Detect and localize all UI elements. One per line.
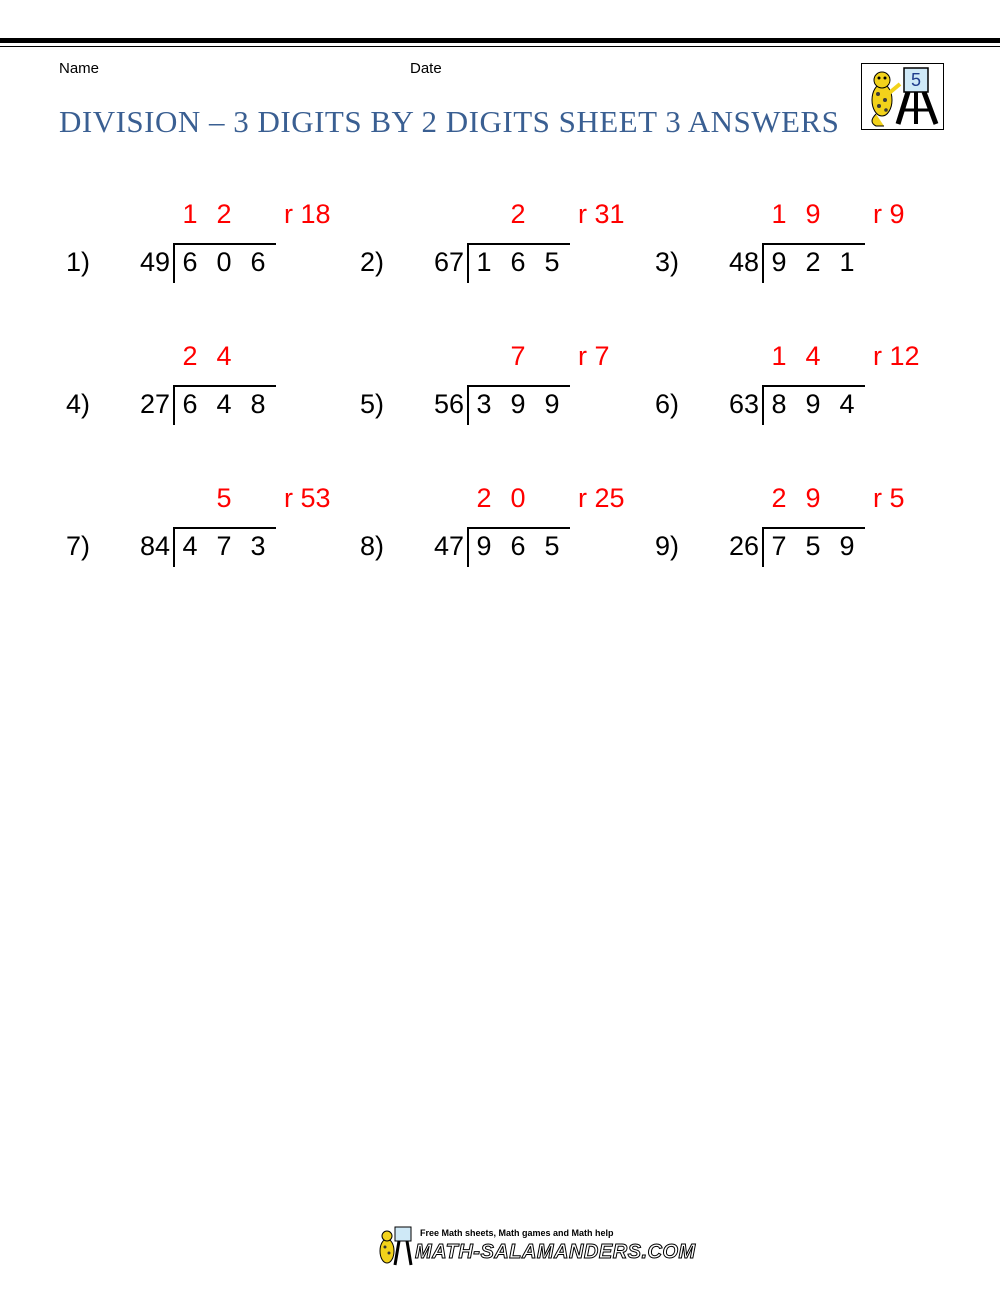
quotient-digit: 2 [510,199,526,229]
quotient-digit: 1 [182,199,198,229]
remainder: r 9 [873,199,905,229]
dividend-digit: 6 [182,389,198,419]
divisor: 49 [139,247,170,277]
footer-salamander-icon [375,1225,415,1270]
dividend-digit: 1 [839,247,855,277]
dividend-digit: 7 [216,531,232,561]
remainder: r 18 [284,199,331,229]
dividend-digit: 2 [805,247,821,277]
dividend-digit: 1 [476,247,492,277]
dividend-digit: 9 [771,247,787,277]
division-bracket [762,245,764,283]
problem-2 [360,197,660,297]
footer-logo [375,1225,696,1270]
dividend-digit: 7 [771,531,787,561]
quotient-digit: 2 [771,483,787,513]
dividend-digit: 9 [544,389,560,419]
dividend-digit: 5 [805,531,821,561]
problem-number: 3) [655,247,680,277]
dividend-digit: 8 [771,389,787,419]
divisor: 27 [139,389,170,419]
quotient-digit: 2 [216,199,232,229]
dividend-digit: 6 [510,531,526,561]
problem-9 [655,481,955,581]
problem-3 [655,197,955,297]
problem-8 [360,481,660,581]
dividend-digit: 9 [476,531,492,561]
remainder: r 53 [284,483,331,513]
dividend-digit: 3 [476,389,492,419]
problem-6 [655,339,955,439]
division-bracket [467,387,469,425]
dividend-digit: 4 [839,389,855,419]
quotient-digit: 0 [510,483,526,513]
problem-7 [66,481,366,581]
quotient-digit: 1 [771,199,787,229]
problem-1 [66,197,366,297]
dividend-digit: 9 [839,531,855,561]
problem-number: 4) [66,389,91,419]
date-label: Date [410,60,442,77]
problem-number: 9) [655,531,680,561]
header-rule-thick [0,38,1000,43]
divisor: 67 [433,247,464,277]
problem-number: 2) [360,247,385,277]
remainder: r 31 [578,199,625,229]
dividend-digit: 8 [250,389,266,419]
dividend-digit: 5 [544,247,560,277]
division-bracket [467,529,469,567]
dividend-digit: 5 [544,531,560,561]
salamander-icon [862,64,943,129]
remainder: r 25 [578,483,625,513]
quotient-digit: 9 [805,199,821,229]
dividend-digit: 9 [805,389,821,419]
remainder: r 5 [873,483,905,513]
quotient-digit: 2 [476,483,492,513]
division-bracket [173,387,175,425]
division-bracket [173,245,175,283]
division-bracket [762,529,764,567]
footer-tagline: Free Math sheets, Math games and Math help [420,1228,614,1238]
problem-number: 6) [655,389,680,419]
division-bracket [762,387,764,425]
salamander-logo [861,63,944,130]
divisor: 48 [728,247,759,277]
quotient-digit: 5 [216,483,232,513]
quotient-digit: 4 [805,341,821,371]
remainder: r 12 [873,341,920,371]
footer-site-name: MATH-SALAMANDERS.COM [415,1241,696,1263]
problem-number: 7) [66,531,91,561]
dividend-digit: 9 [510,389,526,419]
page-title: DIVISION – 3 DIGITS BY 2 DIGITS SHEET 3 ANSWERS [59,104,840,139]
problem-number: 8) [360,531,385,561]
dividend-digit: 6 [250,247,266,277]
problem-number: 1) [66,247,91,277]
quotient-digit: 1 [771,341,787,371]
divisor: 47 [433,531,464,561]
dividend-digit: 4 [182,531,198,561]
quotient-digit: 2 [182,341,198,371]
dividend-digit: 4 [216,389,232,419]
dividend-digit: 6 [182,247,198,277]
divisor: 56 [433,389,464,419]
quotient-digit: 7 [510,341,526,371]
division-bracket [173,529,175,567]
dividend-digit: 3 [250,531,266,561]
problem-5 [360,339,660,439]
quotient-digit: 9 [805,483,821,513]
logo-digit: 5 [910,70,921,90]
header-rule-thin [0,46,1000,47]
divisor: 84 [139,531,170,561]
division-bracket [467,245,469,283]
problem-4 [66,339,366,439]
dividend-digit: 6 [510,247,526,277]
problem-number: 5) [360,389,385,419]
name-label: Name [59,60,100,77]
divisor: 63 [728,389,759,419]
dividend-digit: 0 [216,247,232,277]
quotient-digit: 4 [216,341,232,371]
divisor: 26 [728,531,759,561]
remainder: r 7 [578,341,610,371]
